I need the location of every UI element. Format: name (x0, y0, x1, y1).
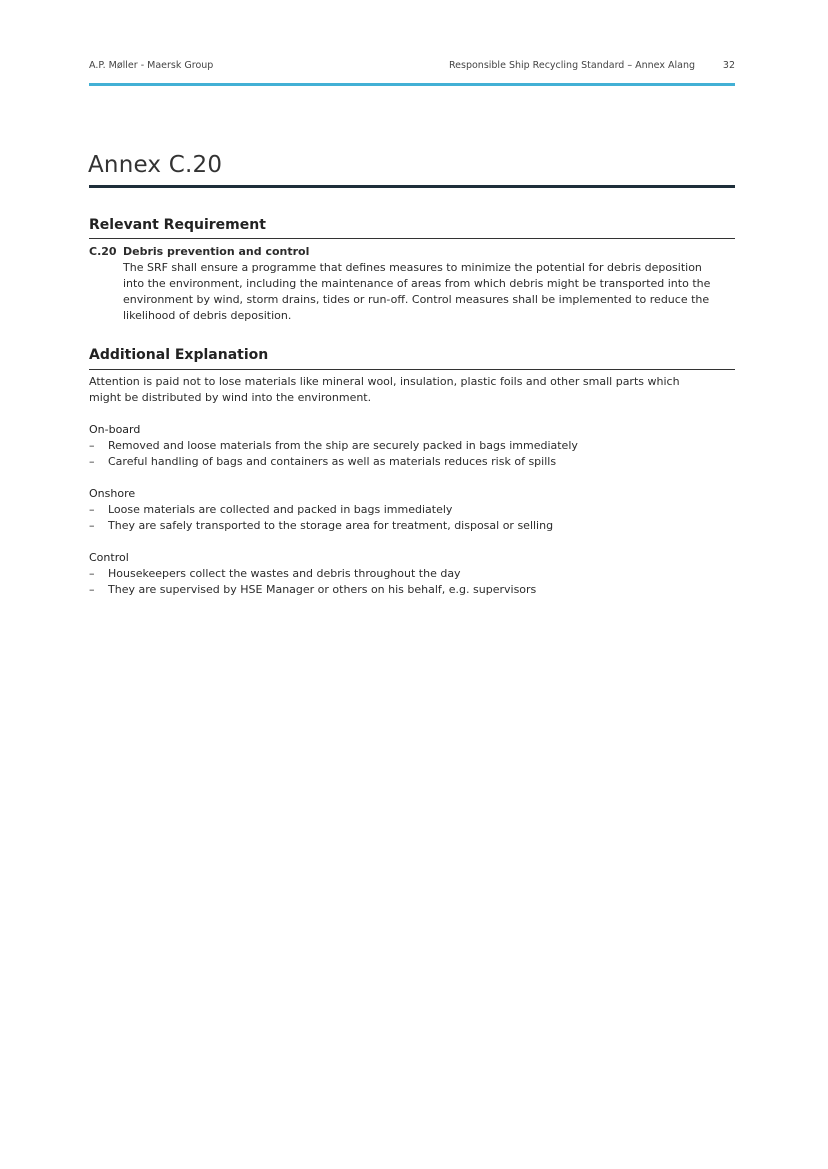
additional-explanation-heading: Additional Explanation (89, 347, 269, 363)
list-item-text: Careful handling of bags and containers as well as materials reduces risk of spills (108, 455, 557, 468)
section-rule (89, 238, 735, 239)
control-list (89, 566, 729, 598)
header-company: A.P. Møller - Maersk Group (89, 60, 214, 71)
control-heading: Control (89, 551, 129, 564)
list-item-text: Removed and loose materials from the ship are securely packed in bags immediately (108, 439, 578, 452)
list-item (89, 502, 729, 518)
list-item-text: Loose materials are collected and packed in bags immediately (108, 503, 453, 516)
onboard-list (89, 438, 729, 470)
page-number: 32 (722, 60, 735, 71)
list-item (89, 566, 729, 582)
bullet-dash: – (89, 503, 95, 516)
list-item-text: They are supervised by HSE Manager or others on his behalf, e.g. supervisors (108, 583, 537, 596)
page-header (89, 60, 735, 76)
list-item (89, 438, 729, 454)
list-item (89, 518, 729, 534)
onshore-heading: Onshore (89, 487, 136, 500)
requirement-name: Debris prevention and control (123, 245, 310, 258)
title-rule (89, 185, 735, 188)
relevant-requirement-heading: Relevant Requirement (89, 217, 266, 233)
onboard-heading: On-board (89, 423, 141, 436)
bullet-dash: – (89, 519, 95, 532)
bullet-dash: – (89, 455, 95, 468)
requirement-head (89, 244, 735, 260)
bullet-dash: – (89, 439, 95, 452)
list-item-text: They are safely transported to the storage area for treatment, disposal or selling (108, 519, 554, 532)
section-rule (89, 369, 735, 370)
onshore-list (89, 502, 729, 534)
list-item-text: Housekeepers collect the wastes and debris throughout the day (108, 567, 461, 580)
header-rule (89, 83, 735, 86)
bullet-dash: – (89, 567, 95, 580)
list-item (89, 454, 729, 470)
requirement-block (89, 244, 735, 324)
requirement-text: The SRF shall ensure a programme that defines measures to minimize the potential for debris deposition into the environment, including the maintenance of areas from which debris might be transported into the environment by wind, storm drains, tides or run-off. Control measures shall be implemented to reduce the likelihood of debris deposition. (123, 261, 711, 322)
explanation-intro: Attention is paid not to lose materials like mineral wool, insulation, plastic foils and other small parts which might be distributed by wind into the environment. (89, 375, 680, 404)
bullet-dash: – (89, 583, 95, 596)
list-item (89, 582, 729, 598)
annex-title: Annex C.20 (88, 152, 223, 178)
requirement-code: C.20 (89, 245, 117, 258)
header-document-title: Responsible Ship Recycling Standard – Annex Alang (448, 60, 695, 71)
